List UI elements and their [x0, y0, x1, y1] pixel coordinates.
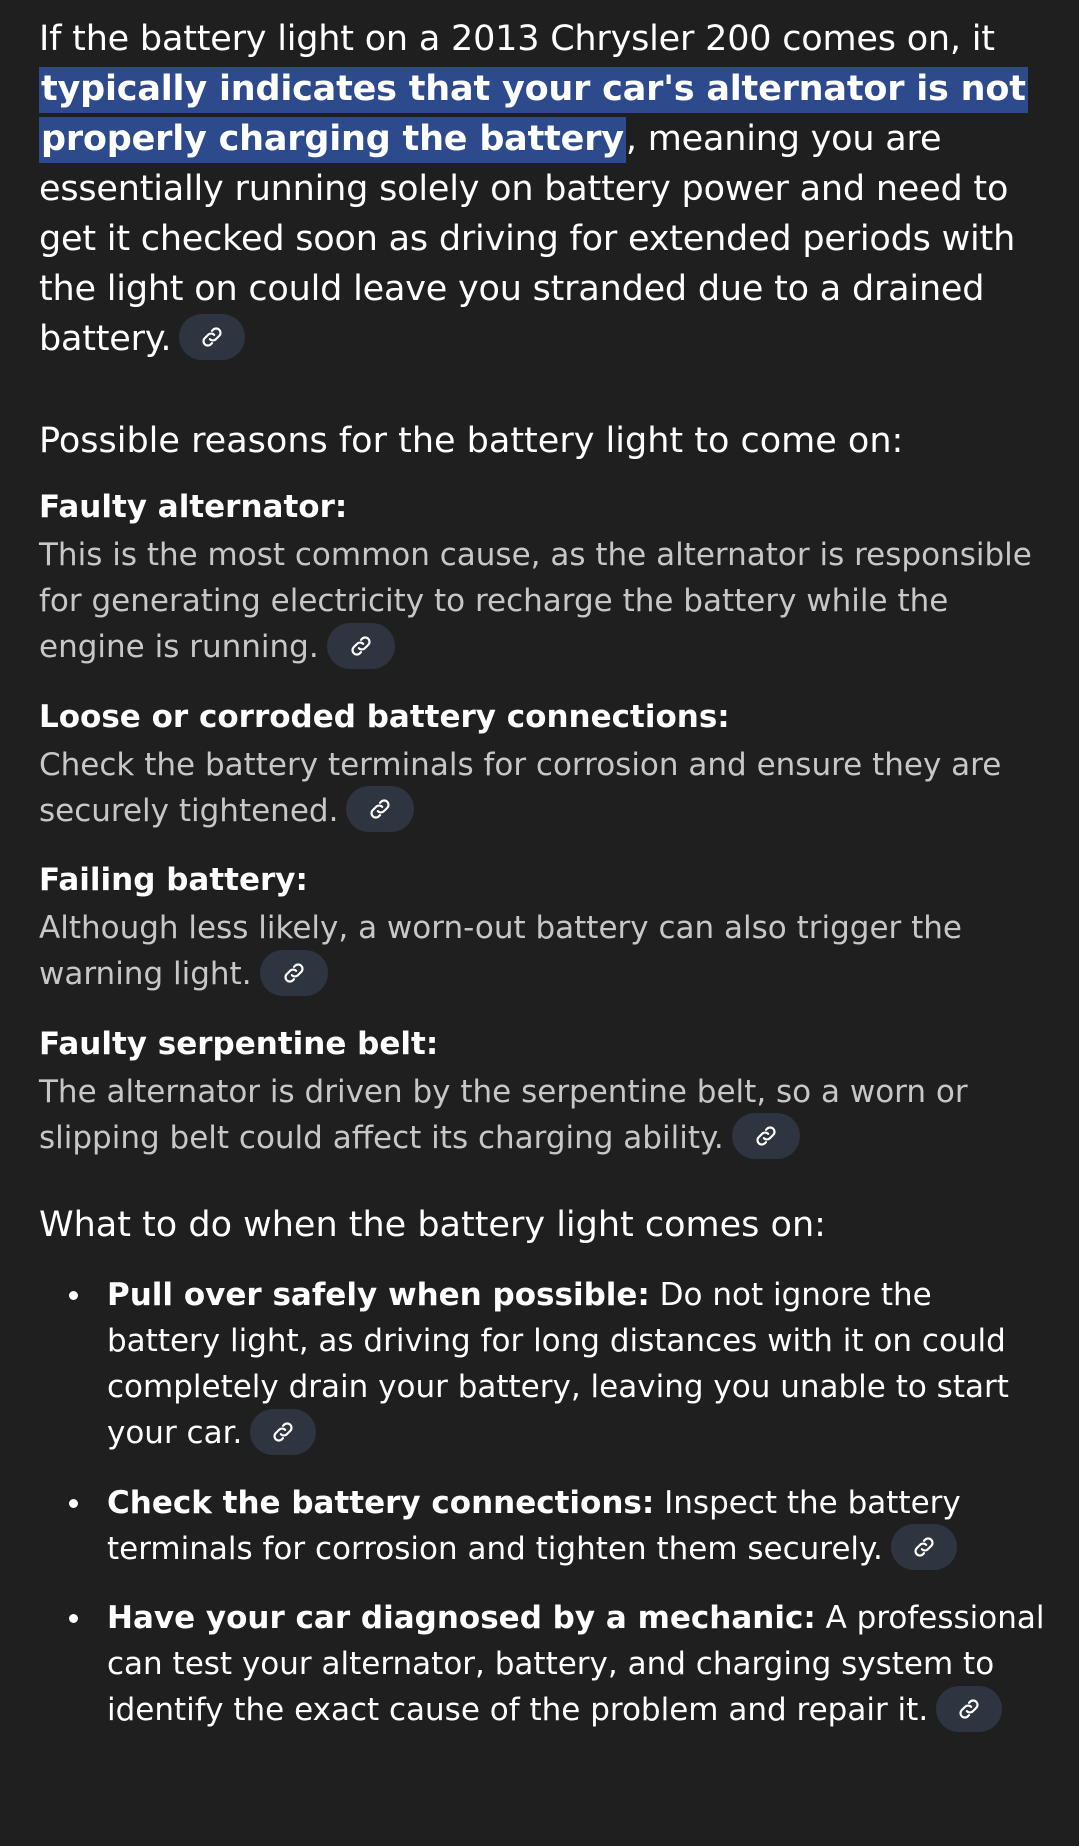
source-link-chip[interactable] [891, 1524, 957, 1570]
reason-text-4 [39, 1069, 1049, 1163]
response-content [39, 14, 1049, 1757]
intro-text-after: , meaning you are essentially running solely on battery power and need to get it checked soon as driving for extended periods with the light on could leave you stranded due to a drained battery. [39, 119, 1016, 359]
bullet-dot [69, 1614, 78, 1623]
source-link-chip[interactable] [250, 1409, 316, 1455]
source-link-chip[interactable] [179, 314, 245, 360]
reason-text-3-content: Although less likely, a worn-out battery can also trigger the warning light. [39, 910, 963, 992]
reason-title-1: Faulty alternator: [39, 489, 348, 525]
todo-title-1: Pull over safely when possible: [107, 1277, 650, 1313]
todo-text-3: A professional can test your alternator, battery, and charging system to identify the exact cause of the problem and repair it. [107, 1600, 1045, 1728]
reason-text-4-content: The alternator is driven by the serpentine belt, so a worn or slipping belt could affect its charging ability. [39, 1073, 968, 1156]
source-link-chip[interactable] [346, 786, 414, 832]
link-icon [281, 960, 307, 986]
reason-title-2: Loose or corroded battery connections: [39, 698, 730, 735]
intro-paragraph [39, 14, 1049, 364]
link-icon [199, 324, 225, 350]
reasons-heading: Possible reasons for the battery light to come on: [39, 421, 904, 461]
link-icon [348, 633, 374, 659]
reason-text-2-content: Check the battery terminals for corrosion and ensure they are securely tightened. [39, 746, 1002, 829]
reason-text-2 [39, 742, 1049, 836]
bullet-dot [69, 1499, 78, 1508]
source-link-chip[interactable] [936, 1686, 1002, 1732]
source-link-chip[interactable] [260, 950, 328, 996]
todo-title-3: Have your car diagnosed by a mechanic: [107, 1600, 816, 1636]
source-link-chip[interactable] [327, 623, 395, 669]
reason-text-1-content: This is the most common cause, as the alternator is responsible for generating electricity to recharge the battery while the engine is running. [39, 537, 1032, 665]
link-icon [753, 1123, 779, 1149]
todo-text-2: Inspect the battery terminals for corrosion and tighten them securely. [107, 1484, 961, 1567]
link-icon [911, 1534, 937, 1560]
list-item [39, 1595, 1049, 1735]
intro-text-before: If the battery light on a 2013 Chrysler 200 comes on, it [39, 19, 995, 59]
reason-title-4: Faulty serpentine belt: [39, 1025, 439, 1062]
bullet-dot [69, 1291, 78, 1300]
reason-title-3: Failing battery: [39, 862, 308, 898]
list-item [39, 1480, 1049, 1574]
link-icon [270, 1419, 296, 1445]
reason-text-3 [39, 905, 1049, 999]
list-item [39, 1272, 1049, 1458]
todo-text-1: Do not ignore the battery light, as driving for long distances with it on could completely drain your battery, leaving you unable to start your car. [107, 1277, 1009, 1451]
todo-heading: What to do when the battery light comes on: [39, 1205, 826, 1245]
source-link-chip[interactable] [732, 1113, 800, 1159]
link-icon [956, 1696, 982, 1722]
highlighted-text[interactable]: typically indicates that your car's alternator is not properly charging the battery [39, 67, 1028, 163]
todo-title-2: Check the battery connections: [107, 1484, 655, 1521]
reason-text-1 [39, 532, 1049, 672]
todo-list [39, 1272, 1049, 1735]
link-icon [367, 796, 393, 822]
